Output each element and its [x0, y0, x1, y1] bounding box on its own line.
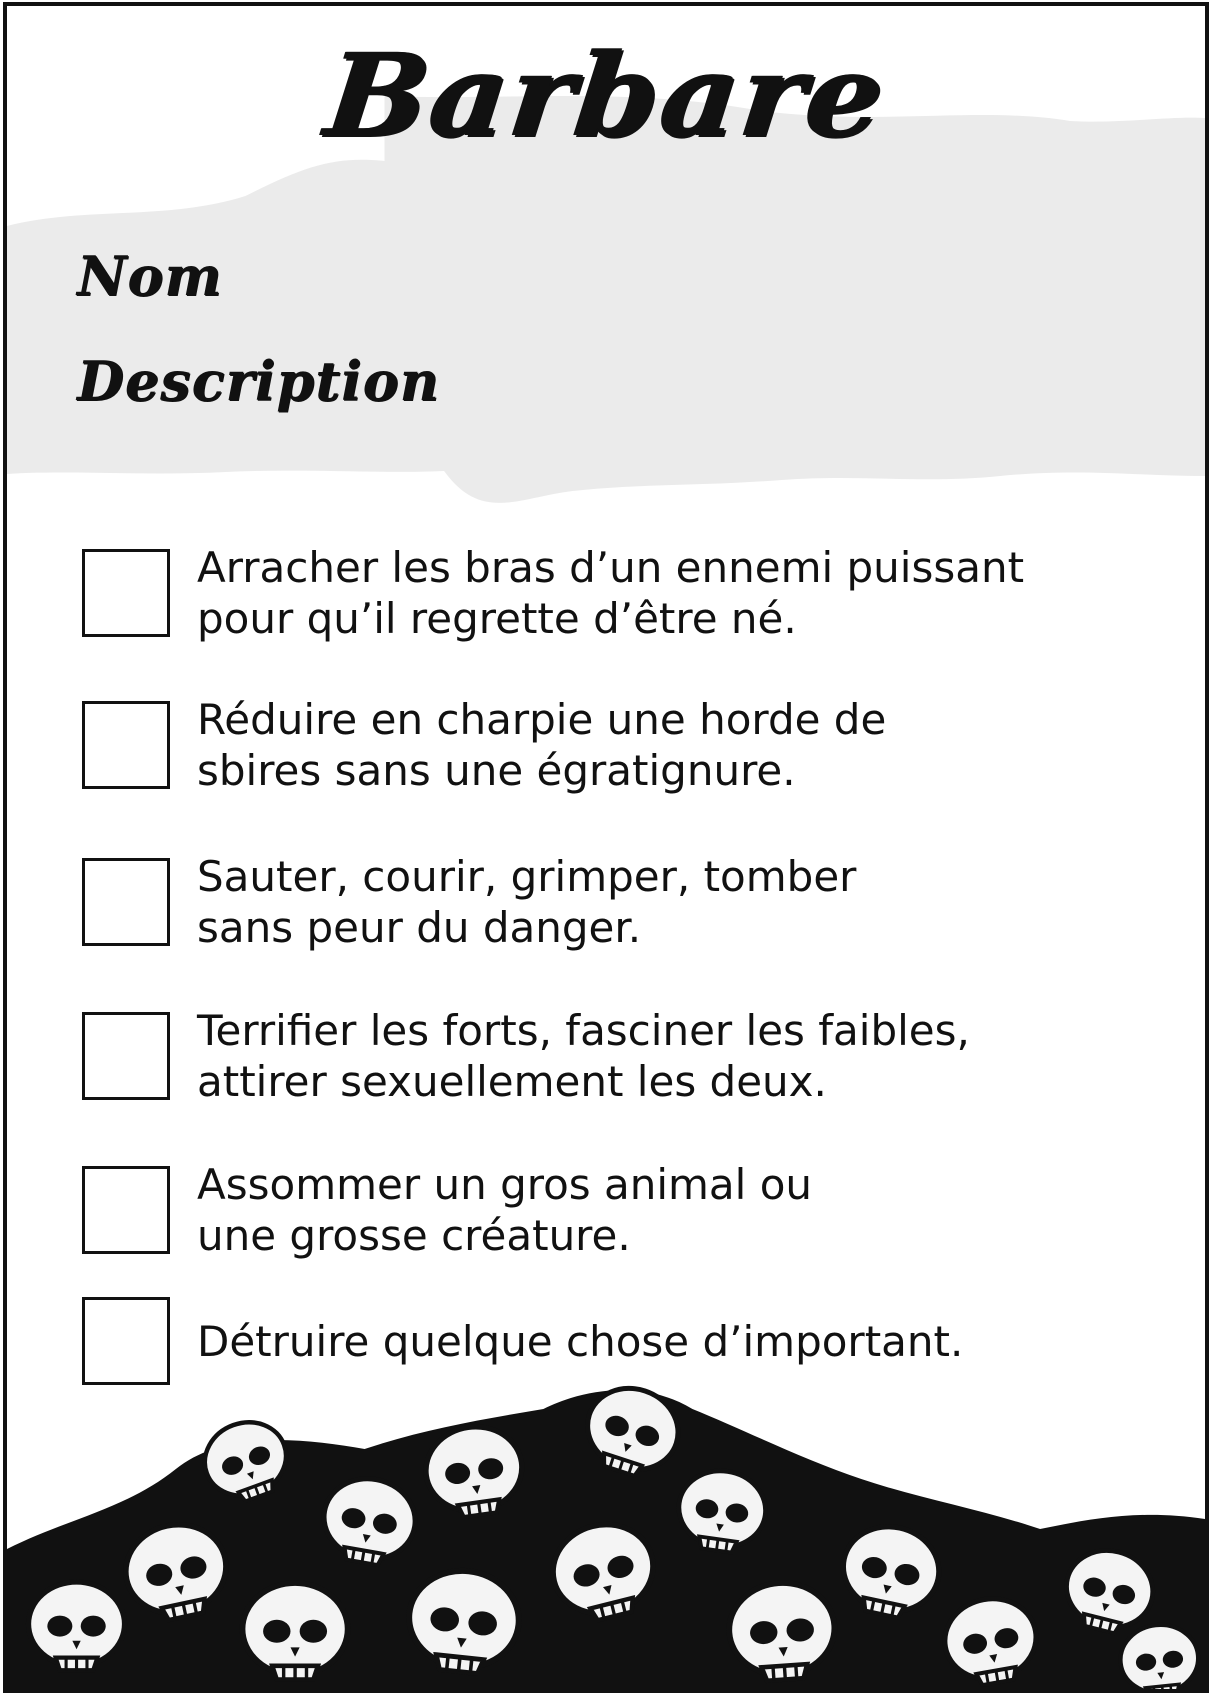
class-title: Barbare: [319, 28, 893, 163]
move-checkbox-2[interactable]: [82, 701, 170, 789]
move-checkbox-4[interactable]: [82, 1012, 170, 1100]
move-item-2: [82, 694, 1142, 796]
move-text-5: Assommer un gros animal ou une grosse créature.: [197, 1160, 813, 1260]
move-text-6: Détruire quelque chose d’important.: [197, 1316, 964, 1366]
move-item-1: [82, 542, 1142, 644]
move-checkbox-5[interactable]: [82, 1166, 170, 1254]
move-text-2: Réduire en charpie une horde de sbires sans une égratignure.: [197, 695, 887, 795]
move-text-3: Sauter, courir, grimper, tomber sans peur du danger.: [197, 852, 857, 952]
move-item-3: [82, 851, 1142, 953]
character-sheet: [3, 2, 1209, 1693]
move-checkbox-1[interactable]: [82, 549, 170, 637]
move-item-4: [82, 1005, 1142, 1107]
move-text-4: Terrifier les forts, fasciner les faibles, attirer sexuellement les deux.: [197, 1006, 970, 1106]
skull-pile-illustration: [7, 1369, 1205, 1689]
name-field-label: Nom: [77, 244, 223, 308]
move-item-5: [82, 1159, 1142, 1261]
move-checkbox-3[interactable]: [82, 858, 170, 946]
move-text-1: Arracher les bras d’un ennemi puissant pour qu’il regrette d’être né.: [197, 543, 1025, 643]
description-field-label: Description: [77, 349, 440, 413]
